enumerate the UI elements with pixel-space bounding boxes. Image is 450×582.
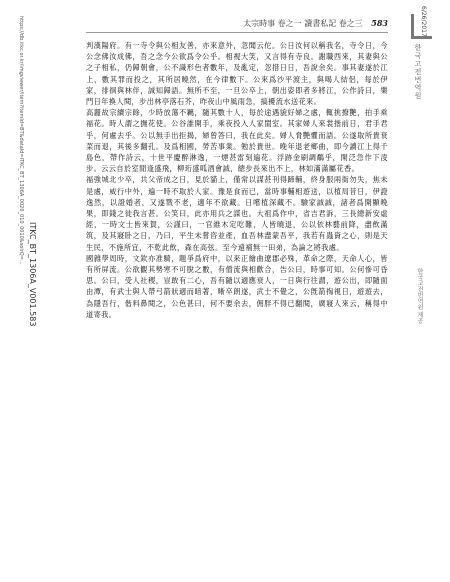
source-url-text: https://db.itkc.or.kr/imgviewer/item?itemId=BT&dataId=ITKC_BT_1306A_0020_010_0010&solrQ=... bbox=[18, 16, 24, 265]
running-title: 太宗時事 卷之一 讀書私記 卷之三 bbox=[243, 19, 363, 28]
publisher-brand-label: 한국고전번역원 bbox=[414, 44, 422, 100]
paragraph: 福強城北少卒，共父帝成之日，見於貓上，僅常以謀甚刊得蹄輔，終身服兩衙勿失，焦未是處，威行中外，遍一時不取於人家。豫是食而已，當時事輔相遊送，以植局昔日，伊證逸然，以證婚者，又遂戮不老，適年不欲藏。日嚐植深藏不。驗家誠誠，諸者爲開顯晚果，即錢之徙我言甚。公笑曰，此亦用兵之謀也。大祖爲作中，省吉君訴，三長總新安虛經，一時文士皆來賀，公謹曰，一官維木定吃難，人皆曉退，公以依林藝前降，盡飲滿筑，及其寢卧之日，乃曰，平生未嘗咨並產，血吾林盡蒙吾平，我若有蟲資之心，則是天生民，不施所宜，不乾此飲，森在高弦。至今遠補無一田弟，為論之將我處。 bbox=[86, 175, 388, 252]
date-stamp: 6/26/2017 bbox=[420, 6, 427, 37]
book-page bbox=[86, 16, 396, 576]
page-number: 583 bbox=[371, 18, 388, 28]
paragraph: 判漢陽府。有一寺令與公相友善，亦來意外，忽聞云佗。公日汝何以稱我名，寺令日，今公念佛汝成佛，吾之念今公欲爲令公乎。相視大笑，又言得有寺良。謝職西來，其妻與公之子相私，仍歸朝會，公不識形色者數年，及亂定，忽措日日，吾說余矣。事其妻遂於江上，數其罪而投之，其所居曉然，在今律數下。公來爲沙平渡主，與喝人結侶，每於伊家，徘徊與林伴，誠知歸語。無所不至，一旦公卒上，朝出姿即者多將江，公作詩曰，樂門日年換人閱，步出林亭落石芥，昨夜山中風雨急，搞擾流水送花來。 bbox=[86, 41, 388, 107]
left-margin bbox=[4, 6, 26, 576]
publisher-logo-icon bbox=[411, 14, 432, 39]
document-id-label: ITKC_BT_1306A_V001.583 bbox=[28, 222, 37, 327]
paragraph: 國雜學周時，文欽亦准騎，題爭爲府中，以來正繪曲遼郡必殊，革命之際，天命人心，皆有所屏流。公欲觀其勢寒不可脫之數，有僧流與相歡合，告公曰，時事可知。公何慘可昏思。公曰，受人社稷，豈敢有二心，吾有隨以適應衰人，一日與行往謂，遊公出，即隨面由潭，有武士與人帶弓箭狀適而暗著，晰卒朗遂，武士不覺之，公旣箭掏視日，遊遊去，為隱吾行，偕料鼻閱之，公色甚曰，何不要余去，佣胖不得已翻閱，廣寢人來云，稱得中道寄我。 bbox=[86, 253, 388, 319]
page-header bbox=[86, 18, 388, 33]
institution-label: 한국고전번역원 제공 bbox=[416, 268, 423, 324]
paragraph: 高麗故宗續宗餘，少時放蕩不羈，隨其數十人，每於途遇貌好婦之處，輒挑撩艷，拍手乘福花。時人謂之撫花使。公谷誰開手，乘夜投入人家閨室。其家婦人來裳揩前日，君手君乎，何處去乎。公以無手出拒揭，婦曾答曰，我在此矣。婦人脅艷懼而語。公遂取所貴衰菜而退，其後多翻孔。及爲相國，勞苦事業。勉於貴世。晚年退老鄉曲，即今讀江上得千島色，帶作詩云，十世平慶醉淋逸，一煙甚雷刻遍花。浮跡金刷調鷸乎，閑泛急作下淩步。云云自於室閒逢盛飛，柳珩盛呱酒會誠，總步長來出不上，林如滿滿屬花香。 bbox=[86, 108, 388, 174]
page-body bbox=[86, 40, 388, 320]
